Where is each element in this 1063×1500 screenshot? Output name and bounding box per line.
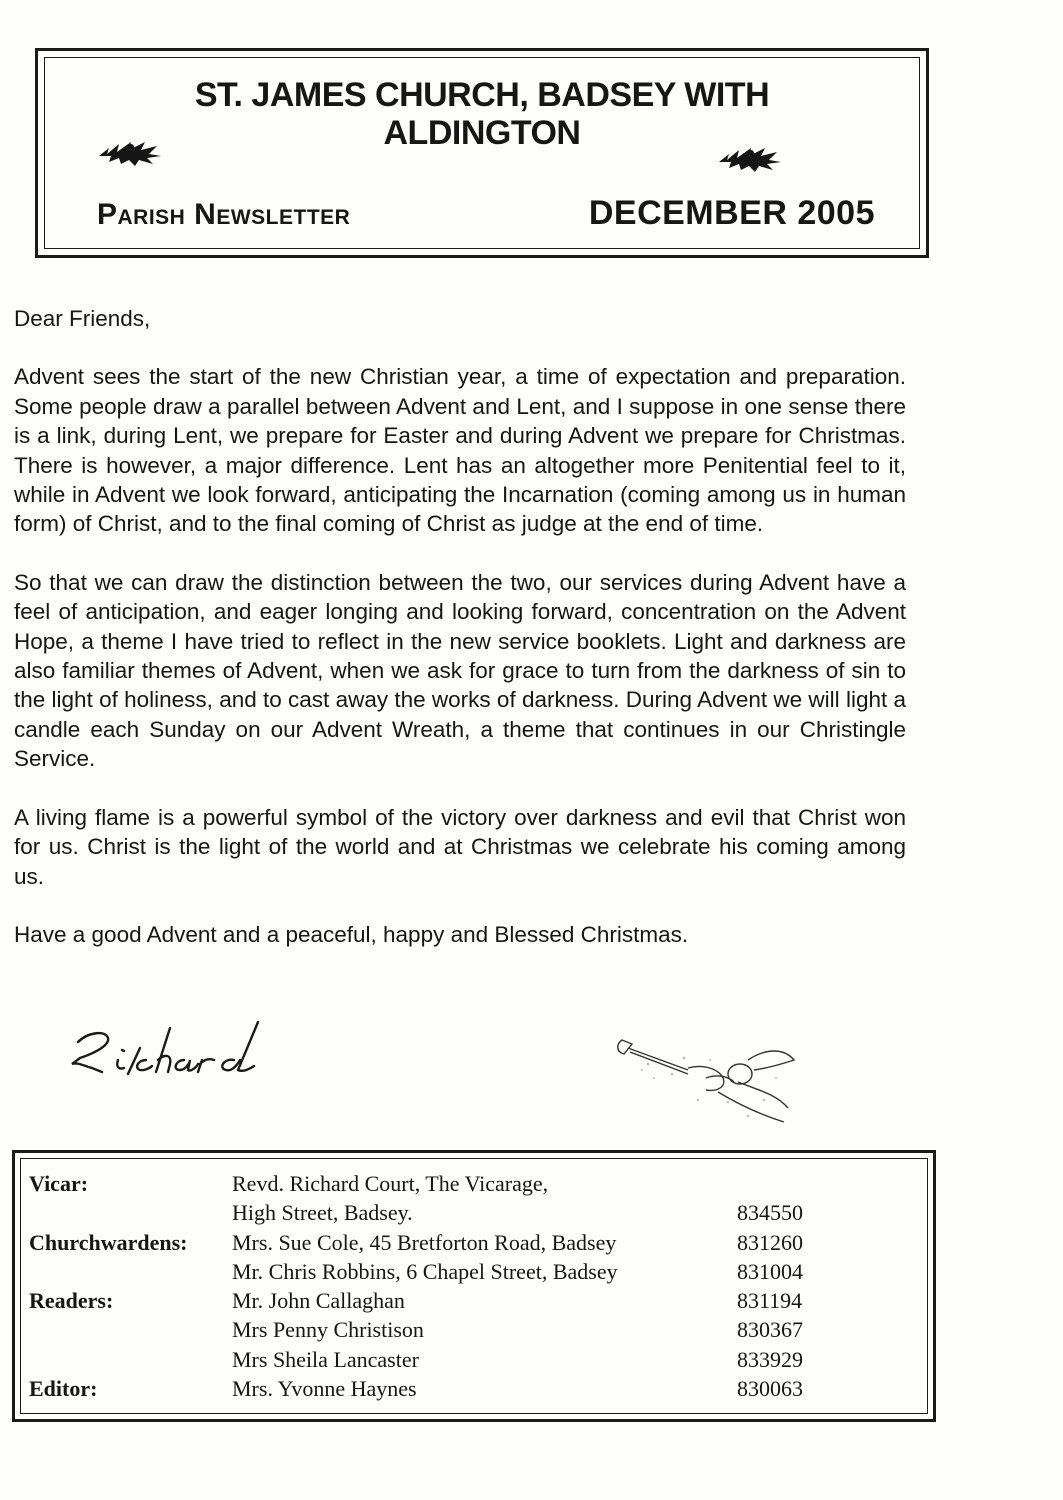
letter-paragraph: A living flame is a powerful symbol of the victory over darkness and evil that Christ won for us. Christ is the light of the world and at Christmas we celebrate his coming among us. xyxy=(14,804,906,889)
letter-paragraph: So that we can draw the distinction between the two, our services during Advent have a feel of anticipation, and eager longing and looking forward, concentration on the Advent Hope, a theme I have tried to reflect in the new service booklets. Light and darkness are also familiar themes of Advent, when we ask for grace to turn from the darkness of sin to the light of holiness, and to cast away the works of darkness. During Advent we will light a candle each Sunday on our Advent Wreath, a theme that continues in our Christingle Service. xyxy=(14,569,906,772)
church-name-line1: ST. JAMES CHURCH, BADSEY WITH xyxy=(194,76,770,114)
letter-salutation: Dear Friends, xyxy=(14,306,151,331)
contact-phone xyxy=(737,1169,817,1198)
newsletter-masthead xyxy=(35,48,929,258)
contact-phone: 830367 xyxy=(737,1317,803,1343)
letter-closing: Have a good Advent and a peaceful, happy and Blessed Christmas. xyxy=(14,921,689,947)
contact-detail: Mr. John Callaghan xyxy=(232,1288,405,1314)
contact-phone: 831194 xyxy=(737,1288,803,1314)
contact-role: Editor: xyxy=(29,1376,98,1402)
masthead-title xyxy=(45,76,919,152)
holly-icon xyxy=(715,136,785,176)
table-row xyxy=(29,1345,817,1374)
table-row xyxy=(29,1374,817,1403)
contact-detail: Revd. Richard Court, The Vicarage, xyxy=(232,1171,549,1196)
table-row xyxy=(29,1286,817,1315)
contact-detail: Mr. Chris Robbins, 6 Chapel Street, Badsey xyxy=(232,1258,618,1284)
contact-phone: 830063 xyxy=(737,1376,803,1402)
church-name-line2: ALDINGTON xyxy=(383,114,581,152)
contact-role xyxy=(29,1257,232,1286)
contact-role xyxy=(29,1198,232,1227)
table-row xyxy=(29,1257,817,1286)
contact-detail: Mrs. Yvonne Haynes xyxy=(232,1376,417,1402)
masthead-inner-border xyxy=(44,57,920,249)
table-row xyxy=(29,1169,817,1198)
contact-detail: High Street, Badsey. xyxy=(232,1200,413,1226)
contact-role: Churchwardens: xyxy=(29,1229,188,1255)
contact-role: Vicar: xyxy=(29,1171,89,1196)
contact-phone: 833929 xyxy=(737,1346,803,1372)
handwritten-signature xyxy=(58,1020,318,1090)
newsletter-date: DECEMBER 2005 xyxy=(588,194,875,232)
vicar-letter xyxy=(14,304,906,978)
table-row xyxy=(29,1198,817,1227)
contact-detail: Mrs. Sue Cole, 45 Bretforton Road, Badsey xyxy=(232,1229,617,1255)
contact-phone: 834550 xyxy=(737,1200,803,1226)
contact-role xyxy=(29,1315,232,1344)
contact-role xyxy=(29,1345,232,1374)
contact-phone: 831004 xyxy=(737,1258,803,1284)
contact-role: Readers: xyxy=(29,1288,114,1314)
angel-trumpet-icon xyxy=(588,1030,803,1130)
letter-paragraph: Advent sees the start of the new Christian year, a time of expectation and preparation. Some people draw a parallel between Advent and Lent, and I suppose in one sense there is a link, during Lent, we prepare for Easter and during Advent we prepare for Christmas. There is however, a major difference. Lent has an altogether more Penitential feel to it, while in Advent we look forward, anticipating the Incarnation (coming among us in human form) of Christ, and to the final coming of Christ as judge at the end of time. xyxy=(14,364,906,537)
contact-phone: 831260 xyxy=(737,1229,803,1255)
contacts-table xyxy=(29,1169,817,1403)
table-row xyxy=(29,1315,817,1344)
newsletter-subtitle: Parish Newsletter xyxy=(97,198,351,231)
parish-contacts-box xyxy=(12,1150,936,1422)
table-row xyxy=(29,1228,817,1257)
holly-icon xyxy=(95,130,165,170)
contact-detail: Mrs Penny Christison xyxy=(232,1317,424,1343)
contact-detail: Mrs Sheila Lancaster xyxy=(232,1346,419,1372)
